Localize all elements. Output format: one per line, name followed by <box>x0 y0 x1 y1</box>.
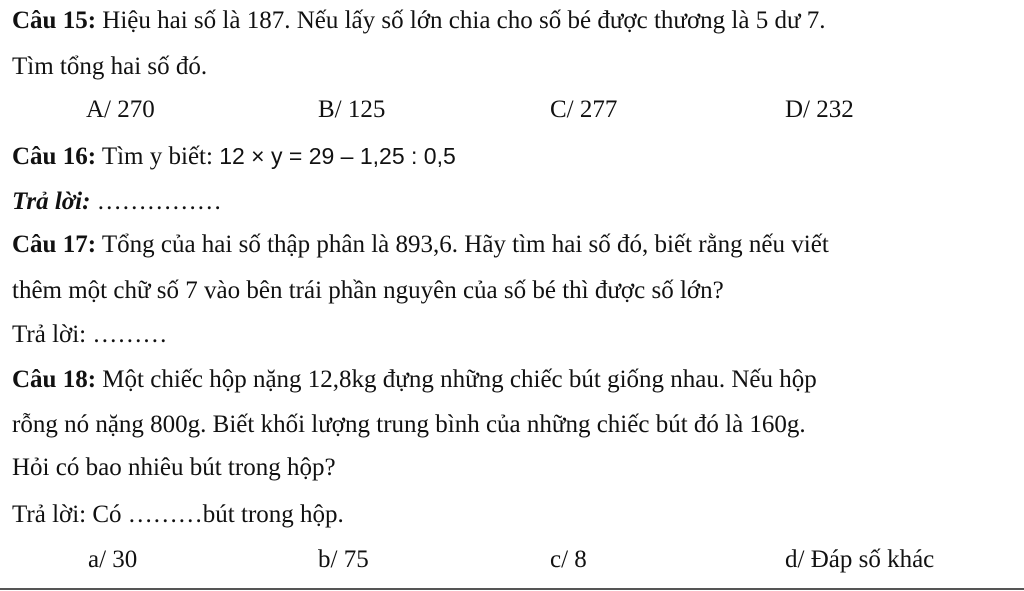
question-18-line-2: rỗng nó nặng 800g. Biết khối lượng trung bình của những chiếc bút đó là 160g. <box>12 411 806 438</box>
question-15-text: Hiệu hai số là 187. Nếu lấy số lớn chia cho số bé được thương là 5 dư 7. <box>96 7 826 34</box>
question-18-line-1 <box>12 365 817 395</box>
answer-16-label: Trả lời: <box>12 188 91 215</box>
question-17-text: Tổng của hai số thập phân là 893,6. Hãy tìm hai số đó, biết rằng nếu viết <box>96 231 829 258</box>
question-16-text: Tìm y biết: <box>96 143 220 170</box>
question-16-label: Câu 16: <box>12 143 97 170</box>
question-17-line-2: thêm một chữ số 7 vào bên trái phần nguyên của số bé thì được số lớn? <box>12 277 724 304</box>
question-15-line-1 <box>12 6 826 36</box>
question-18-label: Câu 18: <box>12 366 97 393</box>
answer-16-line <box>12 187 222 217</box>
question-17-label: Câu 17: <box>12 231 97 258</box>
q15-option-c: C/ 277 <box>550 96 618 123</box>
question-16-line <box>12 141 456 172</box>
q15-option-a: A/ 270 <box>86 96 155 123</box>
answer-17-line: Trả lời: ……… <box>12 321 168 348</box>
q15-option-b: B/ 125 <box>318 96 386 123</box>
q18-option-c: c/ 8 <box>550 546 587 573</box>
q18-option-a: a/ 30 <box>88 546 138 573</box>
answer-18-line: Trả lời: Có ………bút trong hộp. <box>12 501 344 528</box>
question-15-line-2: Tìm tổng hai số đó. <box>12 53 208 80</box>
q18-option-d: d/ Đáp số khác <box>785 546 935 573</box>
question-17-line-1 <box>12 230 829 260</box>
bottom-divider <box>0 588 1024 590</box>
question-18-text: Một chiếc hộp nặng 12,8kg đựng những chiếc bút giống nhau. Nếu hộp <box>96 366 817 393</box>
q18-option-b: b/ 75 <box>318 546 369 573</box>
q15-option-d: D/ 232 <box>785 96 854 123</box>
question-15-label: Câu 15: <box>12 7 97 34</box>
question-18-line-3: Hỏi có bao nhiêu bút trong hộp? <box>12 454 336 481</box>
question-16-equation: 12 × y = 29 – 1,25 : 0,5 <box>219 143 456 169</box>
answer-16-blank: …………… <box>90 188 222 215</box>
